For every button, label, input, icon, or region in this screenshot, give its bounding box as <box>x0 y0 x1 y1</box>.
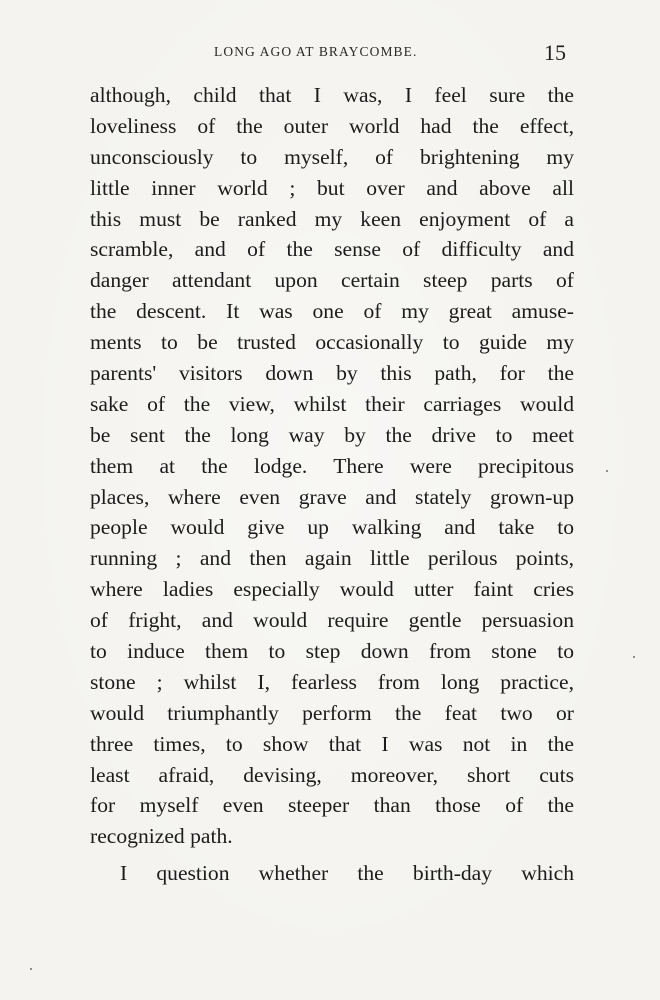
paragraph <box>90 858 574 889</box>
text-line: where ladies especially would utter faint cries <box>90 577 574 602</box>
text-line: least afraid, devising, moreover, short cuts <box>90 762 574 787</box>
text-line: three times, to show that I was not in the <box>90 731 574 756</box>
text-line: of fright, and would require gentle persuasion <box>90 608 574 633</box>
text-line: the descent. It was one of my great amuse- <box>90 299 574 324</box>
text-line: this must be ranked my keen enjoyment of a <box>90 206 574 231</box>
text-line: be sent the long way by the drive to meet <box>90 422 574 447</box>
text-line: although, child that I was, I feel sure the <box>90 83 574 107</box>
text-line: places, where even grave and stately grown-up <box>90 484 574 509</box>
text-line: ments to be trusted occasionally to guide my <box>90 330 574 355</box>
text-line: for myself even steeper than those of the <box>90 793 574 818</box>
text-line: would triumphantly perform the feat two or <box>90 700 574 725</box>
text-line: running ; and then again little perilous points, <box>90 546 574 571</box>
text-line: unconsciously to myself, of brightening my <box>90 144 574 169</box>
paragraph <box>90 80 574 852</box>
text-line: them at the lodge. There were precipitous <box>90 453 574 478</box>
text-line: sake of the view, whilst their carriages would <box>90 391 574 416</box>
text-line: loveliness of the outer world had the effect, <box>90 113 574 138</box>
page-number: 15 <box>544 40 566 65</box>
paper-speck <box>633 656 635 658</box>
running-head: LONG AGO AT BRAYCOMBE. <box>214 44 418 59</box>
text-line: little inner world ; but over and above all <box>90 175 574 200</box>
text-line: I question whether the birth-day which <box>120 861 574 886</box>
text-line: scramble, and of the sense of difficulty and <box>90 237 574 262</box>
text-line: danger attendant upon certain steep parts of <box>90 268 574 293</box>
paper-speck <box>606 470 608 472</box>
body-text <box>90 80 574 889</box>
paper-speck <box>30 968 32 970</box>
text-line: people would give up walking and take to <box>90 515 574 540</box>
text-line: stone ; whilst I, fearless from long practice, <box>90 669 574 694</box>
text-line: recognized path. <box>90 824 233 849</box>
text-line: to induce them to step down from stone to <box>90 639 574 664</box>
text-line: parents' visitors down by this path, for the <box>90 361 574 386</box>
